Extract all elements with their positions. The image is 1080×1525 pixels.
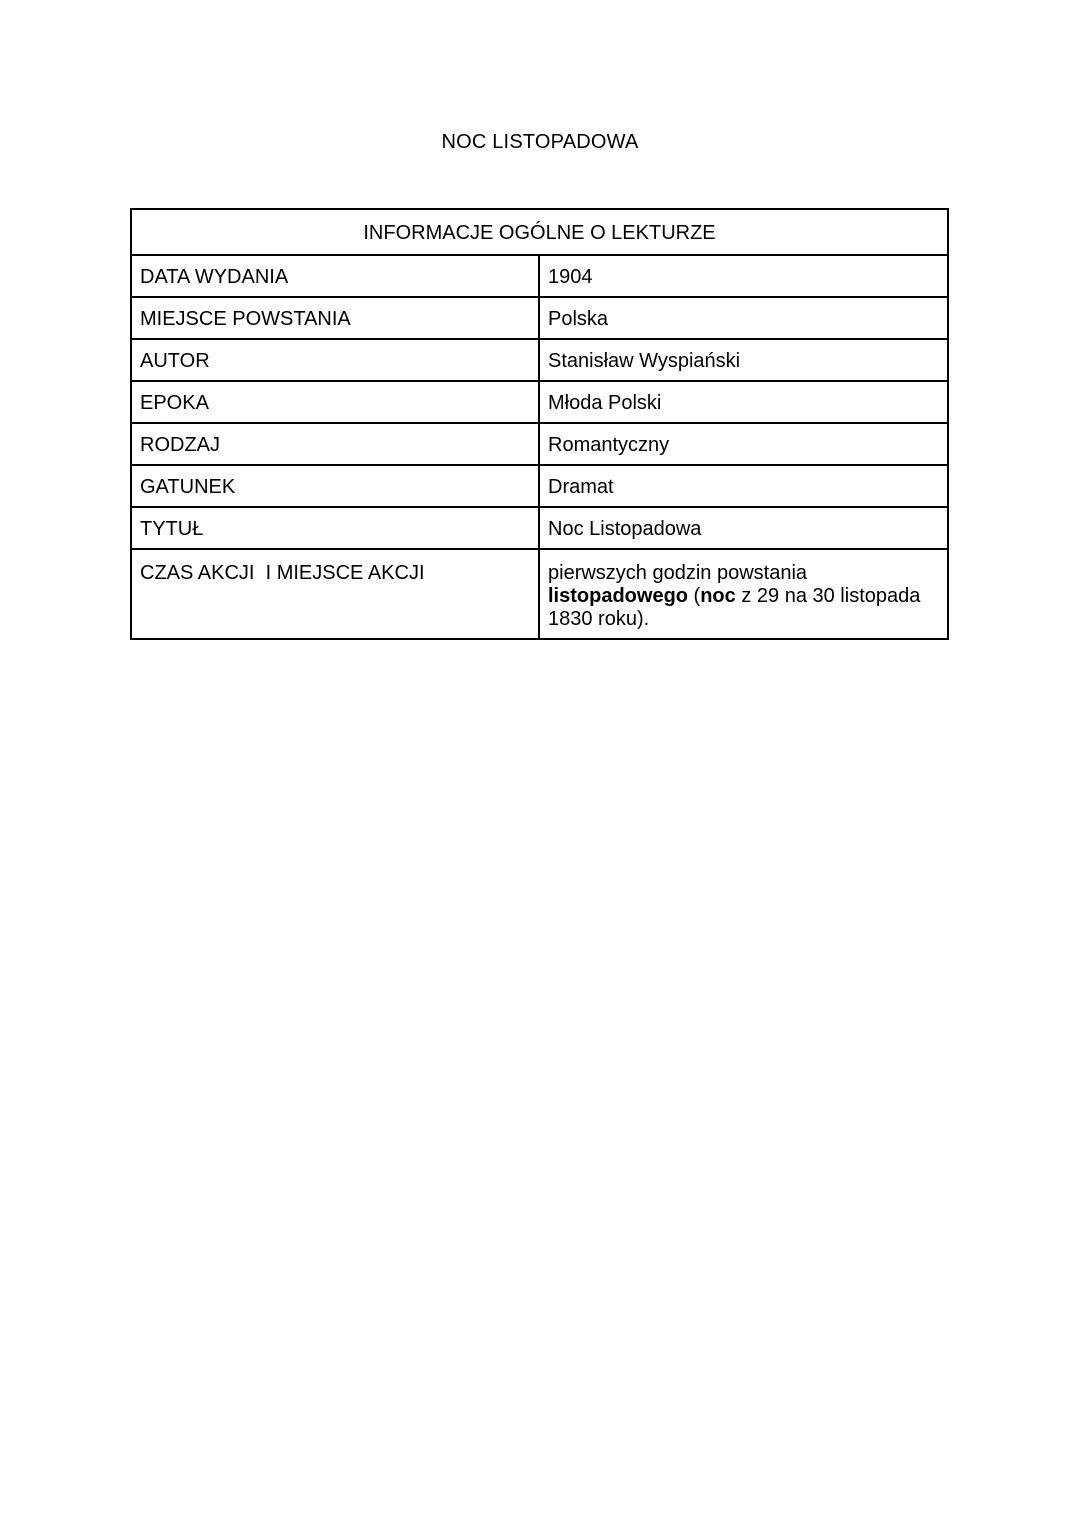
value-text-part: (: [688, 585, 701, 607]
table-row: [131, 507, 948, 549]
row-label-miejsce-powstania: MIEJSCE POWSTANIA: [131, 297, 539, 339]
row-value-data-wydania: 1904: [539, 255, 948, 297]
row-label-epoka: EPOKA: [131, 381, 539, 423]
row-label-gatunek: GATUNEK: [131, 465, 539, 507]
table-row: [131, 339, 948, 381]
table-header-row: [131, 209, 948, 255]
value-text-part: pierwszych godzin powstania: [548, 562, 808, 584]
row-label-czas-akcji: CZAS AKCJI I MIEJSCE AKCJI: [131, 549, 539, 639]
row-value-epoka: Młoda Polski: [539, 381, 948, 423]
info-table: [130, 208, 949, 640]
table-row: [131, 549, 948, 639]
row-label-tytul: TYTUŁ: [131, 507, 539, 549]
table-row: [131, 255, 948, 297]
row-value-gatunek: Dramat: [539, 465, 948, 507]
value-bold-part: listopadowego: [548, 585, 688, 607]
value-text-part: z 29 na 30 listopada 1830 roku).: [548, 585, 921, 630]
table-row: [131, 381, 948, 423]
row-label-rodzaj: RODZAJ: [131, 423, 539, 465]
table-row: [131, 465, 948, 507]
row-label-data-wydania: DATA WYDANIA: [131, 255, 539, 297]
row-label-autor: AUTOR: [131, 339, 539, 381]
table-row: [131, 423, 948, 465]
row-value-tytul: Noc Listopadowa: [539, 507, 948, 549]
page-title: NOC LISTOPADOWA: [441, 131, 639, 153]
row-value-rodzaj: Romantyczny: [539, 423, 948, 465]
value-bold-part: noc: [700, 585, 736, 607]
row-value-autor: Stanisław Wyspiański: [539, 339, 948, 381]
table-header: INFORMACJE OGÓLNE O LEKTURZE: [131, 209, 948, 255]
row-value-czas-akcji: [539, 549, 948, 639]
table-row: [131, 297, 948, 339]
row-value-miejsce-powstania: Polska: [539, 297, 948, 339]
